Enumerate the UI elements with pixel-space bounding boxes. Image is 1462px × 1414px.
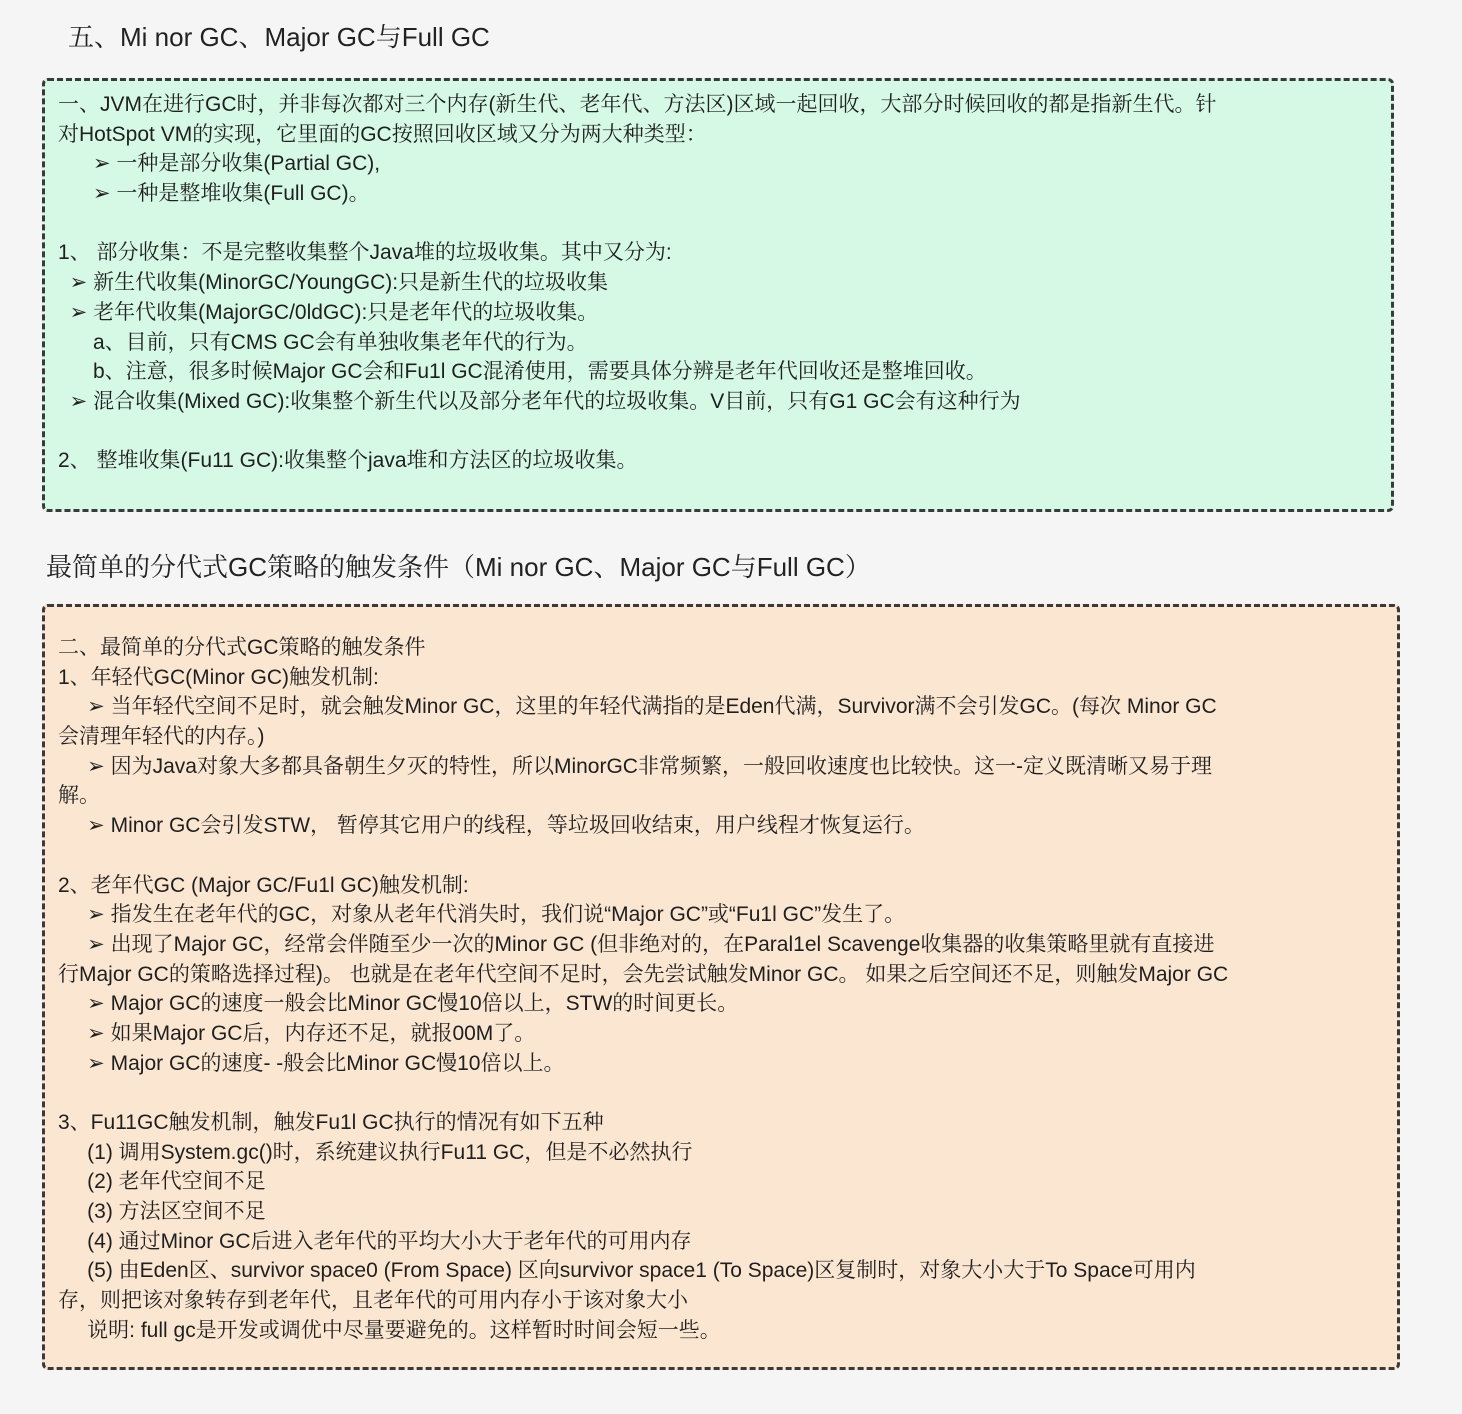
section-2-heading: 最简单的分代式GC策略的触发条件（Mi nor GC、Major GC与Full GC）	[46, 552, 871, 582]
note-line: (1) 调用System.gc()时，系统建议执行Fu11 GC，但是不必然执行	[58, 1140, 693, 1164]
section-1-heading: 五、Mi nor GC、Major GC与Full GC	[68, 22, 490, 52]
blank-line	[58, 417, 1391, 447]
note-line: 2、 整堆收集(Fu11 GC):收集整个java堆和方法区的垃圾收集。	[58, 449, 638, 473]
note-line: b、注意，很多时候Major GC会和Fu1l GC混淆使用，需要具体分辨是老年代回收还是整堆回收。	[58, 360, 987, 384]
note-line: ➢ 指发生在老年代的GC，对象从老年代消失时，我们说“Major GC”或“Fu1l GC”发生了。	[58, 903, 906, 927]
note-line: ➢ 老年代收集(MajorGC/0ldGC):只是老年代的垃圾收集。	[58, 300, 599, 324]
note-line: 说明: full gc是开发或调优中尽量要避免的。这样暂时时间会短一些。	[58, 1318, 721, 1342]
note-line: 解。	[58, 784, 100, 808]
note-line: (5) 由Eden区、survivor space0 (From Space) 区向survivor space1 (To Space)区复制时，对象大小大于To Space可用内	[58, 1259, 1196, 1283]
note-line: 会清理年轻代的内存。)	[58, 725, 265, 749]
note-line: 一、JVM在进行GC时，并非每次都对三个内存(新生代、老年代、方法区)区域一起回收，大部分时候回收的都是指新生代。针	[58, 93, 1217, 116]
note-line: 2、老年代GC (Major GC/Fu1l GC)触发机制:	[58, 873, 469, 897]
note-line: 行Major GC的策略选择过程)。 也就是在老年代空间不足时，会先尝试触发Minor GC。 如果之后空间还不足，则触发Major GC	[58, 962, 1229, 986]
note-line: ➢ 如果Major GC后，内存还不足，就报00M了。	[58, 1021, 536, 1045]
note-line: ➢ 一种是部分收集(Partial GC),	[58, 152, 381, 176]
blank-line	[58, 209, 1391, 239]
note-line: ➢ Major GC的速度- -般会比Minor GC慢10倍以上。	[58, 1051, 565, 1075]
gc-types-note-box	[42, 78, 1394, 512]
note-line: a、目前，只有CMS GC会有单独收集老年代的行为。	[58, 330, 588, 354]
note-line: 对HotSpot VM的实现，它里面的GC按照回收区域又分为两大种类型：	[58, 122, 707, 146]
note-line: (3) 方法区空间不足	[58, 1200, 266, 1224]
note-line: ➢ 混合收集(Mixed GC):收集整个新生代以及部分老年代的垃圾收集。V目前，只有G1 GC会有这种行为	[58, 389, 1021, 413]
note-line: ➢ 当年轻代空间不足时，就会触发Minor GC，这里的年轻代满指的是Eden代满，Survivor满不会引发GC。(每次 Minor GC	[58, 695, 1217, 719]
note-line: 1、年轻代GC(Minor GC)触发机制:	[58, 665, 379, 689]
note-line: ➢ 一种是整堆收集(Full GC)。	[58, 182, 370, 206]
gc-trigger-conditions-box	[42, 604, 1400, 1370]
note-line: 存，则把该对象转存到老年代，且老年代的可用内存小于该对象大小	[58, 1289, 688, 1313]
blank-line	[58, 841, 1397, 871]
note-line: 1、 部分收集：不是完整收集整个Java堆的垃圾收集。其中又分为:	[58, 241, 672, 265]
note-line: (2) 老年代空间不足	[58, 1170, 266, 1194]
note-line: ➢ Minor GC会引发STW， 暂停其它用户的线程，等垃圾回收结束，用户线程才恢复运行。	[58, 814, 925, 838]
note-line: ➢ 新生代收集(MinorGC/YoungGC):只是新生代的垃圾收集	[58, 271, 609, 295]
note-line: 二、最简单的分代式GC策略的触发条件	[58, 636, 426, 659]
note-line: (4) 通过Minor GC后进入老年代的平均大小大于老年代的可用内存	[58, 1229, 692, 1253]
blank-line	[58, 1078, 1397, 1108]
note-line: 3、Fu11GC触发机制，触发Fu1l GC执行的情况有如下五种	[58, 1111, 604, 1134]
note-line: ➢ 出现了Major GC，经常会伴随至少一次的Minor GC (但非绝对的，在Paral1el Scavenge收集器的收集策略里就有直接进	[58, 932, 1215, 956]
note-line: ➢ Major GC的速度一般会比Minor GC慢10倍以上，STW的时间更长。	[58, 992, 739, 1016]
note-line: ➢ 因为Java对象大多都具备朝生夕灭的特性，所以MinorGC非常频繁，一般回收速度也比较快。这一-定义既清晰又易于理	[58, 754, 1212, 778]
